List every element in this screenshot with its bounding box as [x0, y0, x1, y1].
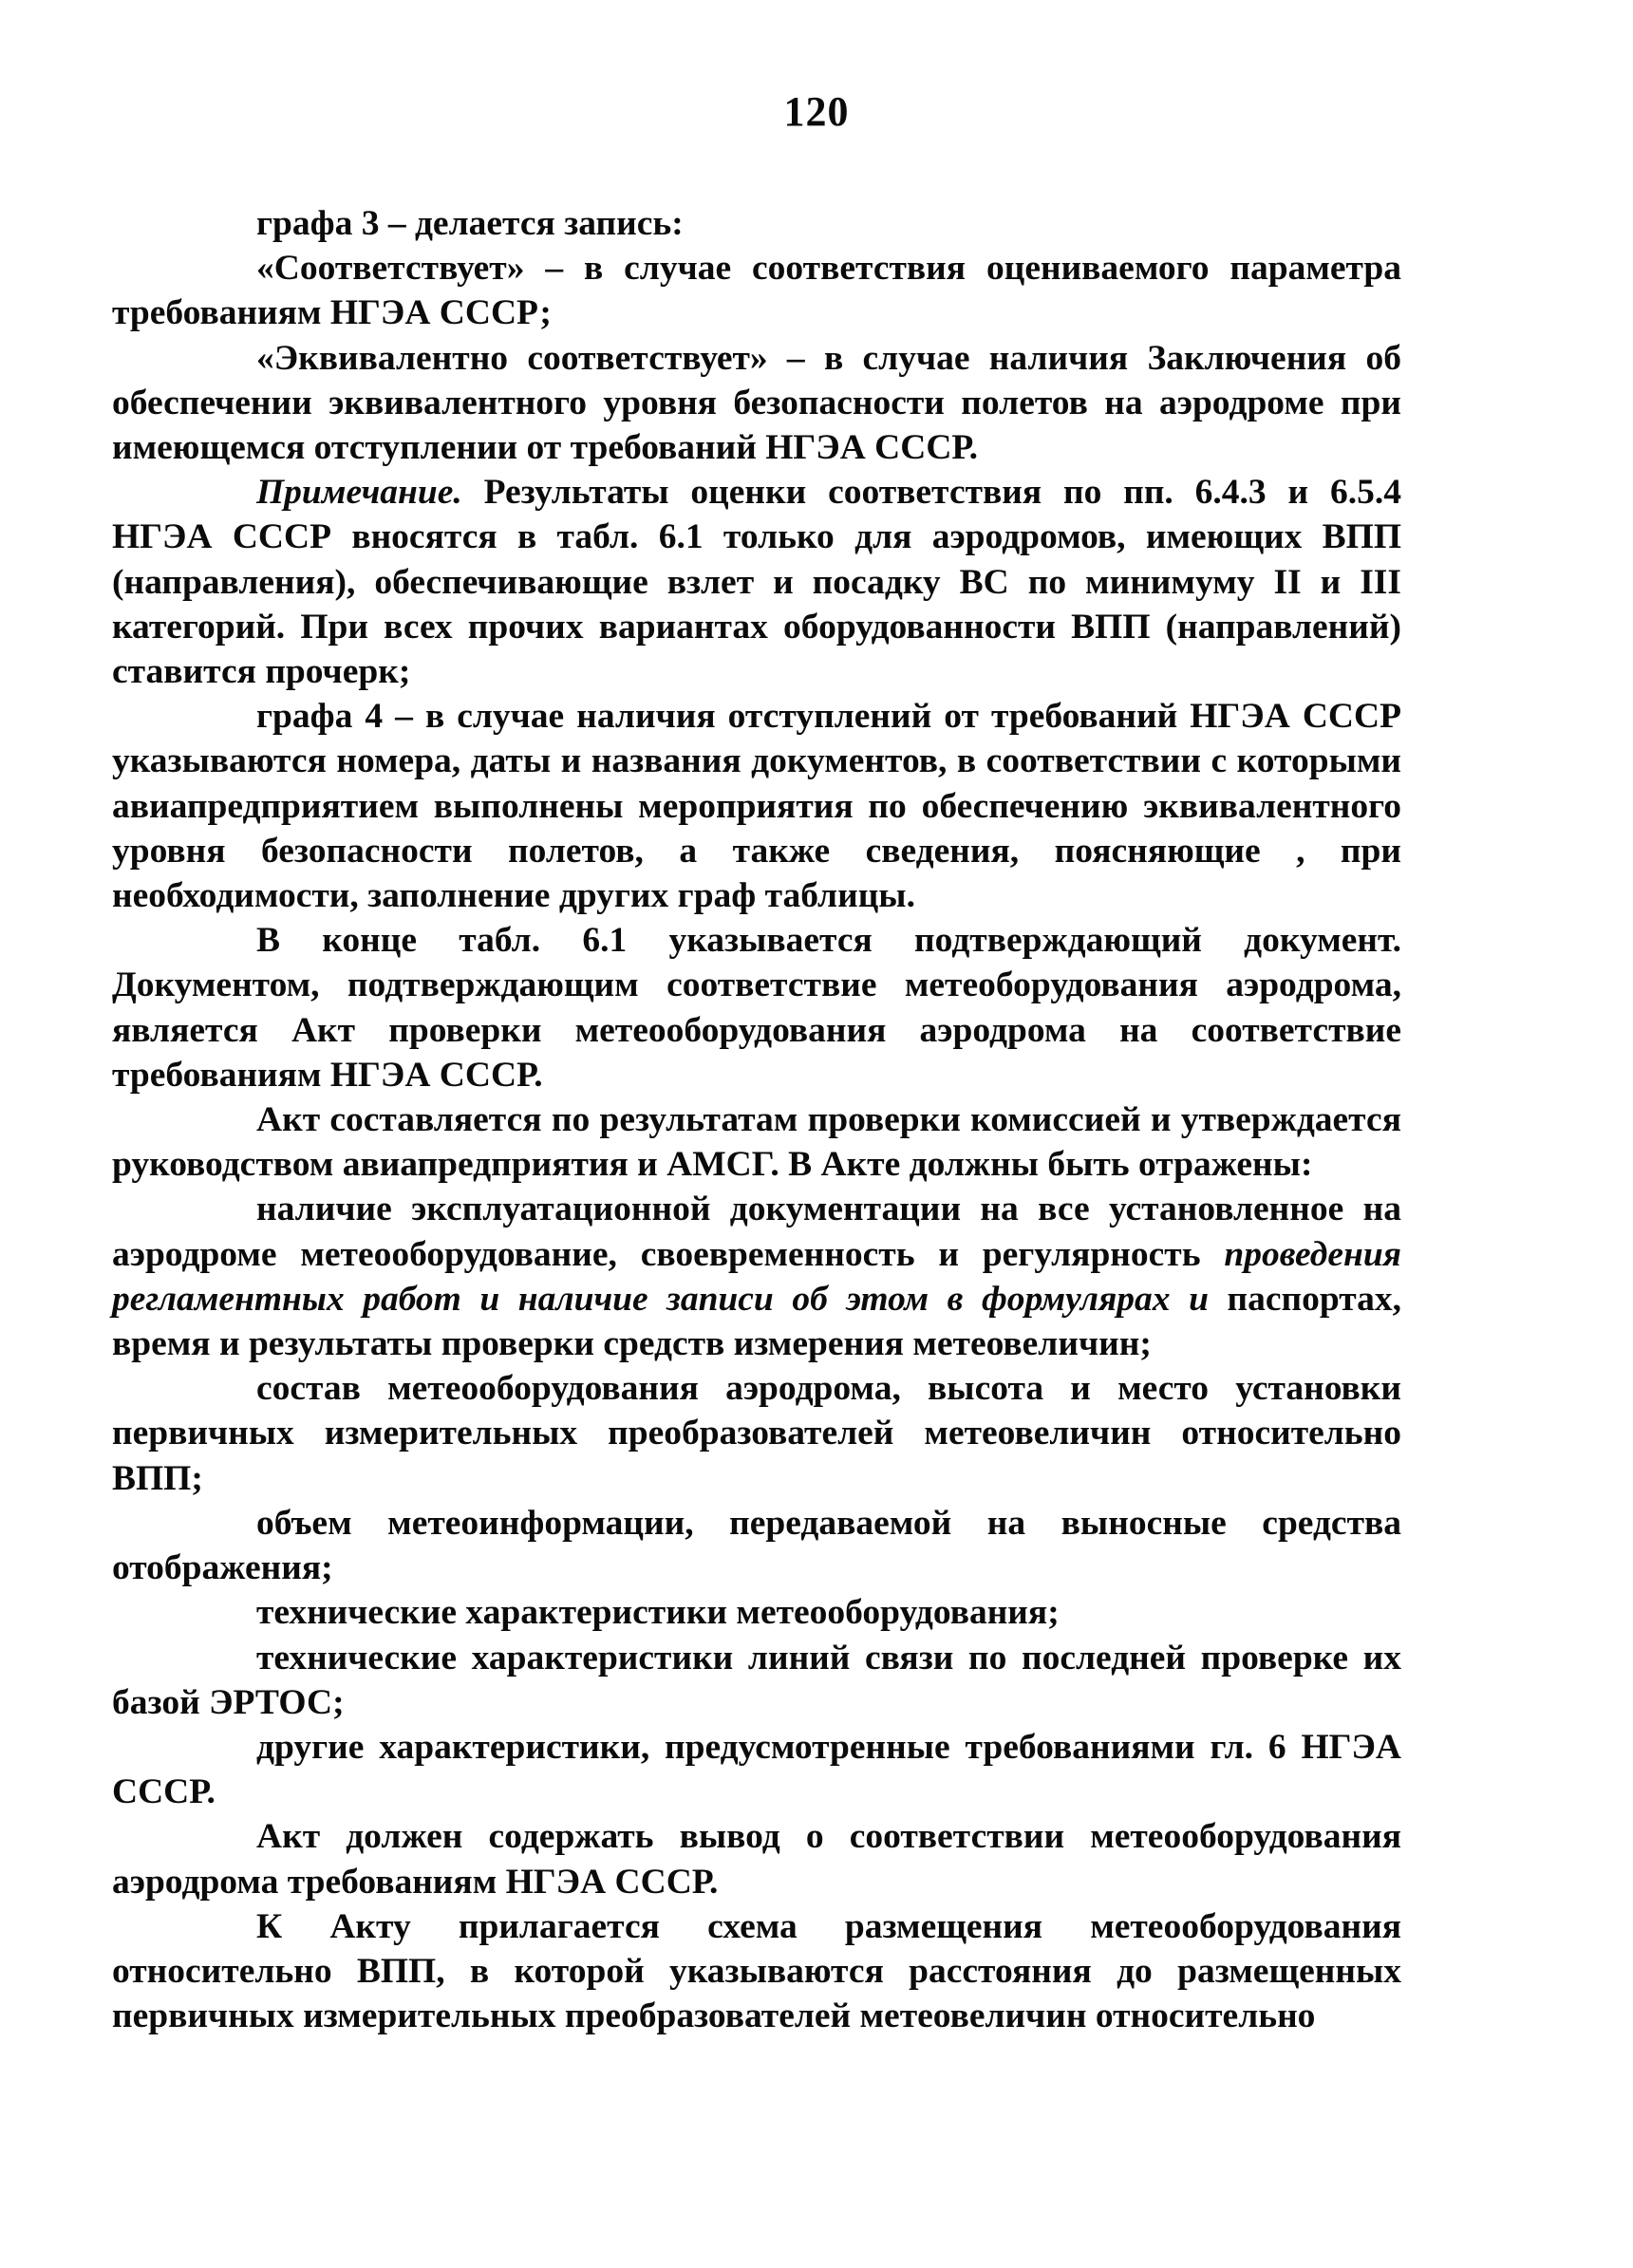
paragraph-other-characteristics: другие характеристики, предусмотренные требованиями гл. 6 НГЭА СССР.	[112, 1727, 1401, 1812]
paragraph-confirming-document: В конце табл. 6.1 указывается подтверждающий документ. Документом, подтверждающим соответствие метеоборудования аэродрома, является Акт проверки метеооборудования аэродрома на соответствие требованиям НГЭА СССР.	[112, 921, 1401, 1095]
paragraph-communication-lines: технические характеристики линий связи по последней проверке их базой ЭРТОС;	[112, 1638, 1401, 1722]
paragraph-note	[112, 470, 1401, 694]
paragraph-column-4: графа 4 – в случае наличия отступлений от требований НГЭА СССР указываются номера, даты и названия документов, в соответствии с которыми авиапредприятием выполнены мероприятия по обеспечению эквивалентного уровня безопасности полетов, а также сведения, поясняющие , при необходимости, заполнение других граф таблицы.	[112, 697, 1401, 916]
paragraph-equipment-composition: состав метеооборудования аэродрома, высота и место установки первичных измерительных преобразователей метеовеличин относительно ВПП;	[112, 1369, 1401, 1498]
body-text	[112, 201, 1401, 2038]
paragraph-meteo-info-volume: объем метеоинформации, передаваемой на выносные средства отображения;	[112, 1503, 1401, 1588]
paragraph-equivalently-corresponds: «Эквивалентно соответствует» – в случае наличия Заключения об обеспечении эквивалентного уровня безопасности полетов на аэродроме при имеющемся отступлении от требований НГЭА СССР.	[112, 338, 1401, 468]
paragraph-column-3-intro: графа 3 – делается запись:	[256, 204, 684, 243]
note-text: Результаты оценки соответствия по пп. 6.4.3 и 6.5.4 НГЭА СССР вносятся в табл. 6.1 только для аэродромов, имеющих ВПП (направления), обеспечивающие взлет и посадку ВС по минимуму II и III категорий. При всех прочих вариантах оборудованности ВПП (направлений) ставится прочерк;	[112, 473, 1401, 692]
paragraph-equipment-characteristics: технические характеристики метеооборудования;	[256, 1593, 1060, 1633]
documentation-text-b: проведения регламентных работ и наличие записи об этом в формулярах и	[112, 1234, 1401, 1319]
note-label: Примечание.	[256, 473, 462, 513]
paragraph-corresponds: «Соответствует» – в случае соответствия оцениваемого параметра требованиям НГЭА СССР;	[112, 249, 1401, 333]
documentation-text-c: паспортах, время и результаты проверки средств измерения метеовеличин;	[112, 1279, 1401, 1364]
page-number: 120	[783, 88, 850, 135]
paragraph-documentation	[112, 1187, 1401, 1366]
paragraph-act-compiled: Акт составляется по результатам проверки комиссией и утверждается руководством авиапредприятия и АМСГ. В Акте должны быть отражены:	[112, 1100, 1401, 1185]
paragraph-act-conclusion: Акт должен содержать вывод о соответствии метеооборудования аэродрома требованиям НГЭА СССР.	[112, 1817, 1401, 1902]
paragraph-act-attachment: К Акту прилагается схема размещения метеооборудования относительно ВПП, в которой указываются расстояния до размещенных первичных измерительных преобразователей метеовеличин относительно	[112, 1906, 1401, 2036]
documentation-text-a: наличие эксплуатационной документации на все установленное на аэродроме метеооборудование, своевременность и регулярность	[112, 1190, 1401, 1274]
